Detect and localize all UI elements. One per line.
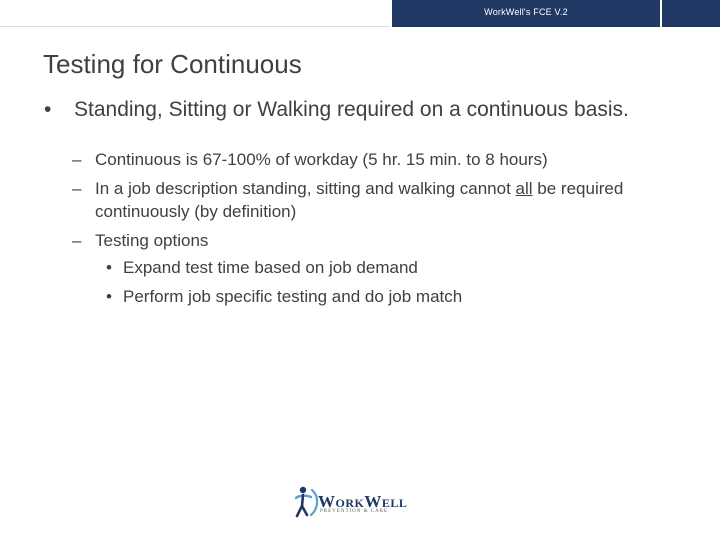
header-right-segment [662,0,720,27]
sub-item-testing-options [44,229,704,252]
logo-wordmark: WORKWELL [318,492,408,511]
logo-tagline: PREVENTION & CARE [320,509,389,514]
workwell-logo [292,484,422,520]
dash-marker: – [72,150,82,169]
header-bar [0,0,720,27]
sub-item-text-part1: In a job description standing, sitting and walking cannot [95,179,516,198]
bullet-marker: • [106,287,112,306]
sub-item-text: Testing options [95,231,209,250]
sub-item-job-description [44,177,704,223]
bullet-marker: • [44,98,52,121]
sub-item-text-part2: be required continuously (by definition) [95,179,624,221]
bullet-text: Standing, Sitting or Walking required on a continuous basis. [74,98,629,121]
sub-item-continuous-definition [44,148,704,171]
dash-marker: – [72,231,82,250]
slide-title: Testing for Continuous [43,49,302,79]
sub-item-text: Continuous is 67-100% of workday (5 hr. 15 min. to 8 hours) [95,150,548,169]
header-tag: WorkWell's FCE V.2 [484,7,568,17]
bullet-item [44,96,704,124]
slide-content [44,96,704,308]
person-figure-icon [292,484,320,520]
bullet-marker: • [106,258,112,277]
option-item-expand-test-time [44,256,704,279]
dash-marker: – [72,179,82,198]
option-item-text: Expand test time based on job demand [123,258,418,277]
header-left-segment [0,0,390,27]
option-item-job-specific-testing [44,285,704,308]
header-center-segment [392,0,660,27]
sub-item-text-underlined: all [515,179,533,198]
option-item-text: Perform job specific testing and do job match [123,287,463,306]
